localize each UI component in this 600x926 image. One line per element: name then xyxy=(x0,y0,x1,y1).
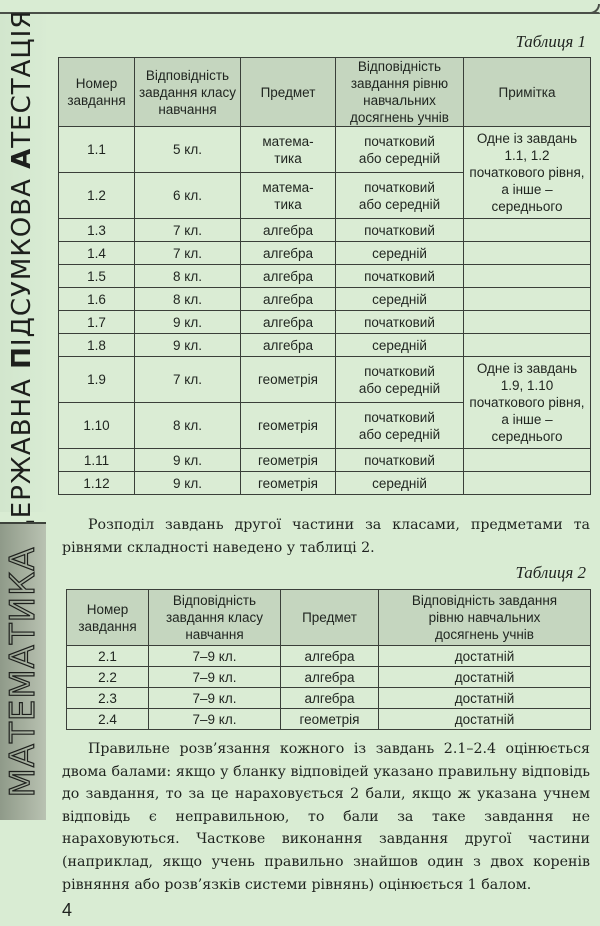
cell-subject: алгебра xyxy=(281,667,379,688)
cell-level: початковий xyxy=(336,219,464,242)
cell-note xyxy=(464,288,591,311)
cell-grade: 7 кл. xyxy=(135,357,241,403)
cell-level: початковий або середній xyxy=(336,403,464,449)
cell-level: достатній xyxy=(379,688,591,709)
cell-note xyxy=(464,311,591,334)
header-subject: Предмет xyxy=(241,58,336,127)
cell-num: 1.10 xyxy=(59,403,135,449)
cell-num: 1.4 xyxy=(59,242,135,265)
cell-subject: алгебра xyxy=(241,265,336,288)
cell-num: 1.5 xyxy=(59,265,135,288)
cell-note: Одне із завдань 1.1, 1.2 початкового рівня, а інше – середнього xyxy=(464,127,591,219)
sidebar-word-1: ЕРЖАВНА xyxy=(7,368,37,519)
cell-num: 1.3 xyxy=(59,219,135,242)
cell-num: 2.4 xyxy=(67,709,149,730)
table-row xyxy=(59,449,591,472)
header-level: Відповідність завдання рівню навчальних досягнень учнів xyxy=(336,58,464,127)
table2-caption: Таблиця 2 xyxy=(515,563,586,582)
sidebar-word-3: ТЕСТАЦІЯ xyxy=(7,9,37,148)
cell-level: середній xyxy=(336,242,464,265)
cell-subject: алгебра xyxy=(281,646,379,667)
cell-level: початковий або середній xyxy=(336,127,464,173)
sidebar-title-text xyxy=(7,10,37,543)
cell-grade: 9 кл. xyxy=(135,449,241,472)
cell-level: початковий xyxy=(336,265,464,288)
cell-grade: 7 кл. xyxy=(135,219,241,242)
cell-level: достатній xyxy=(379,709,591,730)
cell-subject: алгебра xyxy=(241,242,336,265)
sidebar-subject xyxy=(0,522,46,820)
page-number: 4 xyxy=(62,900,73,920)
table-row xyxy=(59,288,591,311)
paragraph-scoring xyxy=(62,738,590,896)
cell-note xyxy=(464,242,591,265)
cell-subject: матема-тика xyxy=(241,173,336,219)
cell-grade: 8 кл. xyxy=(135,288,241,311)
cell-grade: 8 кл. xyxy=(135,265,241,288)
top-rule xyxy=(0,12,600,14)
cell-grade: 9 кл. xyxy=(135,472,241,495)
cell-num: 2.1 xyxy=(67,646,149,667)
cell-grade: 9 кл. xyxy=(135,334,241,357)
table-row xyxy=(59,127,591,173)
paragraph-text: Розподіл завдань другої частини за класами, предметами та рівнями складності наведено у таблиці 2. xyxy=(62,517,590,556)
sidebar-initial-p: П xyxy=(7,346,37,369)
table1-header-row xyxy=(59,58,591,127)
cell-grade: 7–9 кл. xyxy=(149,688,281,709)
header-level: Відповідність завдання рівню навчальних досягнень учнів xyxy=(379,590,591,646)
table1-caption: Таблиця 1 xyxy=(515,32,586,51)
cell-level: середній xyxy=(336,288,464,311)
header-grade: Відповідність завдання класу навчання xyxy=(149,590,281,646)
cell-num: 1.2 xyxy=(59,173,135,219)
cell-subject: геометрія xyxy=(241,403,336,449)
cell-grade: 7 кл. xyxy=(135,242,241,265)
cell-grade: 9 кл. xyxy=(135,311,241,334)
cell-subject: алгебра xyxy=(241,219,336,242)
sidebar-word-2: ІДСУМКОВА xyxy=(7,168,37,347)
sidebar-section-title xyxy=(0,9,46,519)
table-row xyxy=(67,667,591,688)
cell-subject: алгебра xyxy=(241,334,336,357)
cell-note xyxy=(464,265,591,288)
cell-grade: 5 кл. xyxy=(135,127,241,173)
table2-header-row xyxy=(67,590,591,646)
table-row xyxy=(67,646,591,667)
cell-note: Одне із завдань 1.9, 1.10 початкового рівня, а інше – середнього xyxy=(464,357,591,449)
cell-note xyxy=(464,472,591,495)
cell-note xyxy=(464,334,591,357)
header-task-number: Номер завдання xyxy=(67,590,149,646)
table-row xyxy=(59,265,591,288)
sidebar-initial-a: А xyxy=(7,147,37,169)
cell-grade: 7–9 кл. xyxy=(149,667,281,688)
cell-level: достатній xyxy=(379,646,591,667)
paragraph-text: Правильне розв’язання кожного із завдань 2.1–2.4 оцінюється двома балами: якщо у бланку відповідей указано правильну відповідь до завдання, то за це нараховується 2 бали, якщо ж указана учнем відповідь є неправильною, то бали за таке завдання не нараховуються. Часткове виконання завдання другої частини (наприклад, якщо учень правильно знайшов один з двох коренів рівняння або розв’язків системи рівнянь) оцінюється 1 балом. xyxy=(62,741,590,893)
cell-num: 2.2 xyxy=(67,667,149,688)
table-row xyxy=(59,219,591,242)
table-row xyxy=(59,472,591,495)
table-1 xyxy=(58,57,591,495)
cell-level: початковий або середній xyxy=(336,357,464,403)
cell-subject: геометрія xyxy=(241,357,336,403)
header-subject: Предмет xyxy=(281,590,379,646)
cell-note xyxy=(464,219,591,242)
cell-subject: геометрія xyxy=(241,449,336,472)
cell-num: 1.1 xyxy=(59,127,135,173)
cell-num: 1.11 xyxy=(59,449,135,472)
cell-num: 2.3 xyxy=(67,688,149,709)
cell-grade: 7–9 кл. xyxy=(149,709,281,730)
cell-num: 1.6 xyxy=(59,288,135,311)
cell-subject: матема-тика xyxy=(241,127,336,173)
cell-level: достатній xyxy=(379,667,591,688)
cell-num: 1.9 xyxy=(59,357,135,403)
cell-num: 1.8 xyxy=(59,334,135,357)
table-row xyxy=(67,709,591,730)
cell-subject: геометрія xyxy=(281,709,379,730)
sidebar-subject-text: МАТЕМАТИКА xyxy=(3,546,43,798)
table-row xyxy=(59,334,591,357)
cell-level: початковий або середній xyxy=(336,173,464,219)
cell-note xyxy=(464,449,591,472)
cell-num: 1.7 xyxy=(59,311,135,334)
table-row xyxy=(67,688,591,709)
header-note: Примітка xyxy=(464,58,591,127)
cell-level: початковий xyxy=(336,311,464,334)
table-2 xyxy=(66,589,591,730)
table-row xyxy=(59,311,591,334)
cell-level: середній xyxy=(336,334,464,357)
paragraph-table2-intro xyxy=(62,514,590,559)
cell-subject: геометрія xyxy=(241,472,336,495)
cell-grade: 6 кл. xyxy=(135,173,241,219)
cell-subject: алгебра xyxy=(241,311,336,334)
table-row xyxy=(59,357,591,403)
cell-grade: 8 кл. xyxy=(135,403,241,449)
table-row xyxy=(59,242,591,265)
header-task-number: Номер завдання xyxy=(59,58,135,127)
cell-level: середній xyxy=(336,472,464,495)
header-grade: Відповідність завдання класу навчання xyxy=(135,58,241,127)
cell-subject: алгебра xyxy=(241,288,336,311)
cell-level: початковий xyxy=(336,449,464,472)
cell-grade: 7–9 кл. xyxy=(149,646,281,667)
cell-subject: алгебра xyxy=(281,688,379,709)
cell-num: 1.12 xyxy=(59,472,135,495)
